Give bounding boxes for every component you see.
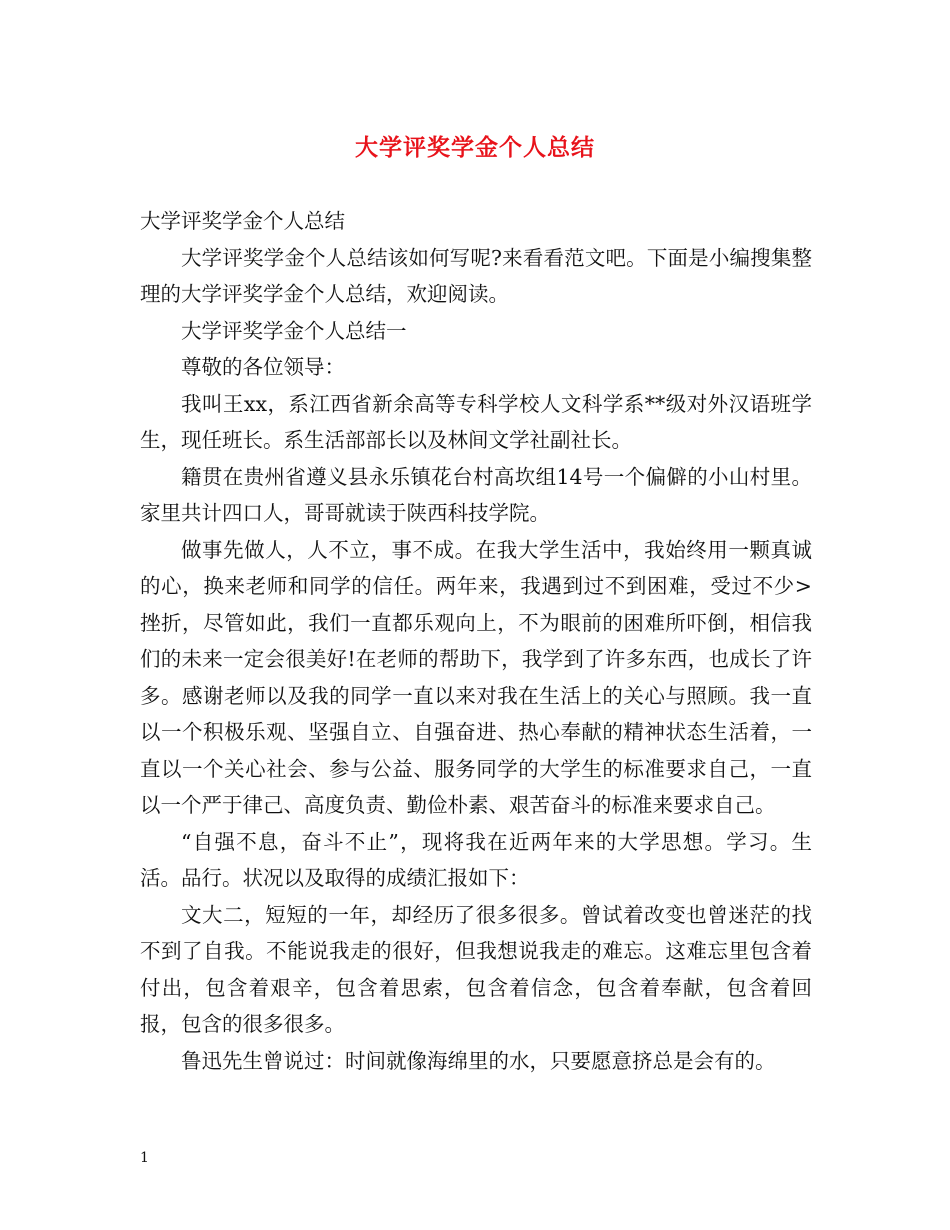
paragraph-intro: 大学评奖学金个人总结该如何写呢?来看看范文吧。下面是小编搜集整理的大学评奖学金个人总结，欢迎阅读。 xyxy=(140,245,812,306)
paragraph-self-intro: 我叫王xx，系江西省新余高等专科学校人文科学系**级对外汉语班学生，现任班长。系生活部部长以及林间文学社副社长。 xyxy=(140,391,812,452)
paragraph-section-title: 大学评奖学金个人总结一 xyxy=(181,318,407,343)
document-body xyxy=(140,203,812,1079)
paragraph-report-intro: “自强不息，奋斗不止”，现将我在近两年来的大学思想。学习。生活。品行。状况以及取得的成绩汇报如下： xyxy=(140,829,812,890)
paragraph-quote: 鲁迅先生曾说过：时间就像海绵里的水，只要愿意挤总是会有的。 xyxy=(181,1048,776,1073)
paragraph-hometown: 籍贯在贵州省遵义县永乐镇花台村高坎组14号一个偏僻的小山村里。家里共计四口人，哥哥就读于陕西科技学院。 xyxy=(140,464,812,525)
paragraph-salutation: 尊敬的各位领导： xyxy=(181,355,345,379)
document-title: 大学评奖学金个人总结 xyxy=(355,134,595,161)
page-number: 1 xyxy=(140,1150,149,1166)
paragraph-character: 做事先做人，人不立，事不成。在我大学生活中，我始终用一颗真诚的心，换来老师和同学的信任。两年来，我遇到过不到困难，受过不少>挫折，尽管如此，我们一直都乐观向上，不为眼前的困难所吓倒，相信我们的未来一定会很美好!在老师的帮助下，我学到了许多东西，也成长了许多。感谢老师以及我的同学一直以来对我在生活上的关心与照顾。我一直以一个积极乐观、坚强自立、自强奋进、热心奉献的精神状态生活着，一直以一个关心社会、参与公益、服务同学的大学生的标准要求自己，一直以一个严于律己、高度负责、勤俭朴素、艰苦奋斗的标准来要求自己。 xyxy=(140,537,812,817)
paragraph-heading: 大学评奖学金个人总结 xyxy=(140,209,345,233)
paragraph-second-year: 文大二，短短的一年，却经历了很多很多。曾试着改变也曾迷茫的找不到了自我。不能说我走的很好，但我想说我走的难忘。这难忘里包含着付出，包含着艰辛，包含着思索，包含着信念，包含着奉献，包含着回报，包含的很多很多。 xyxy=(140,902,812,1036)
